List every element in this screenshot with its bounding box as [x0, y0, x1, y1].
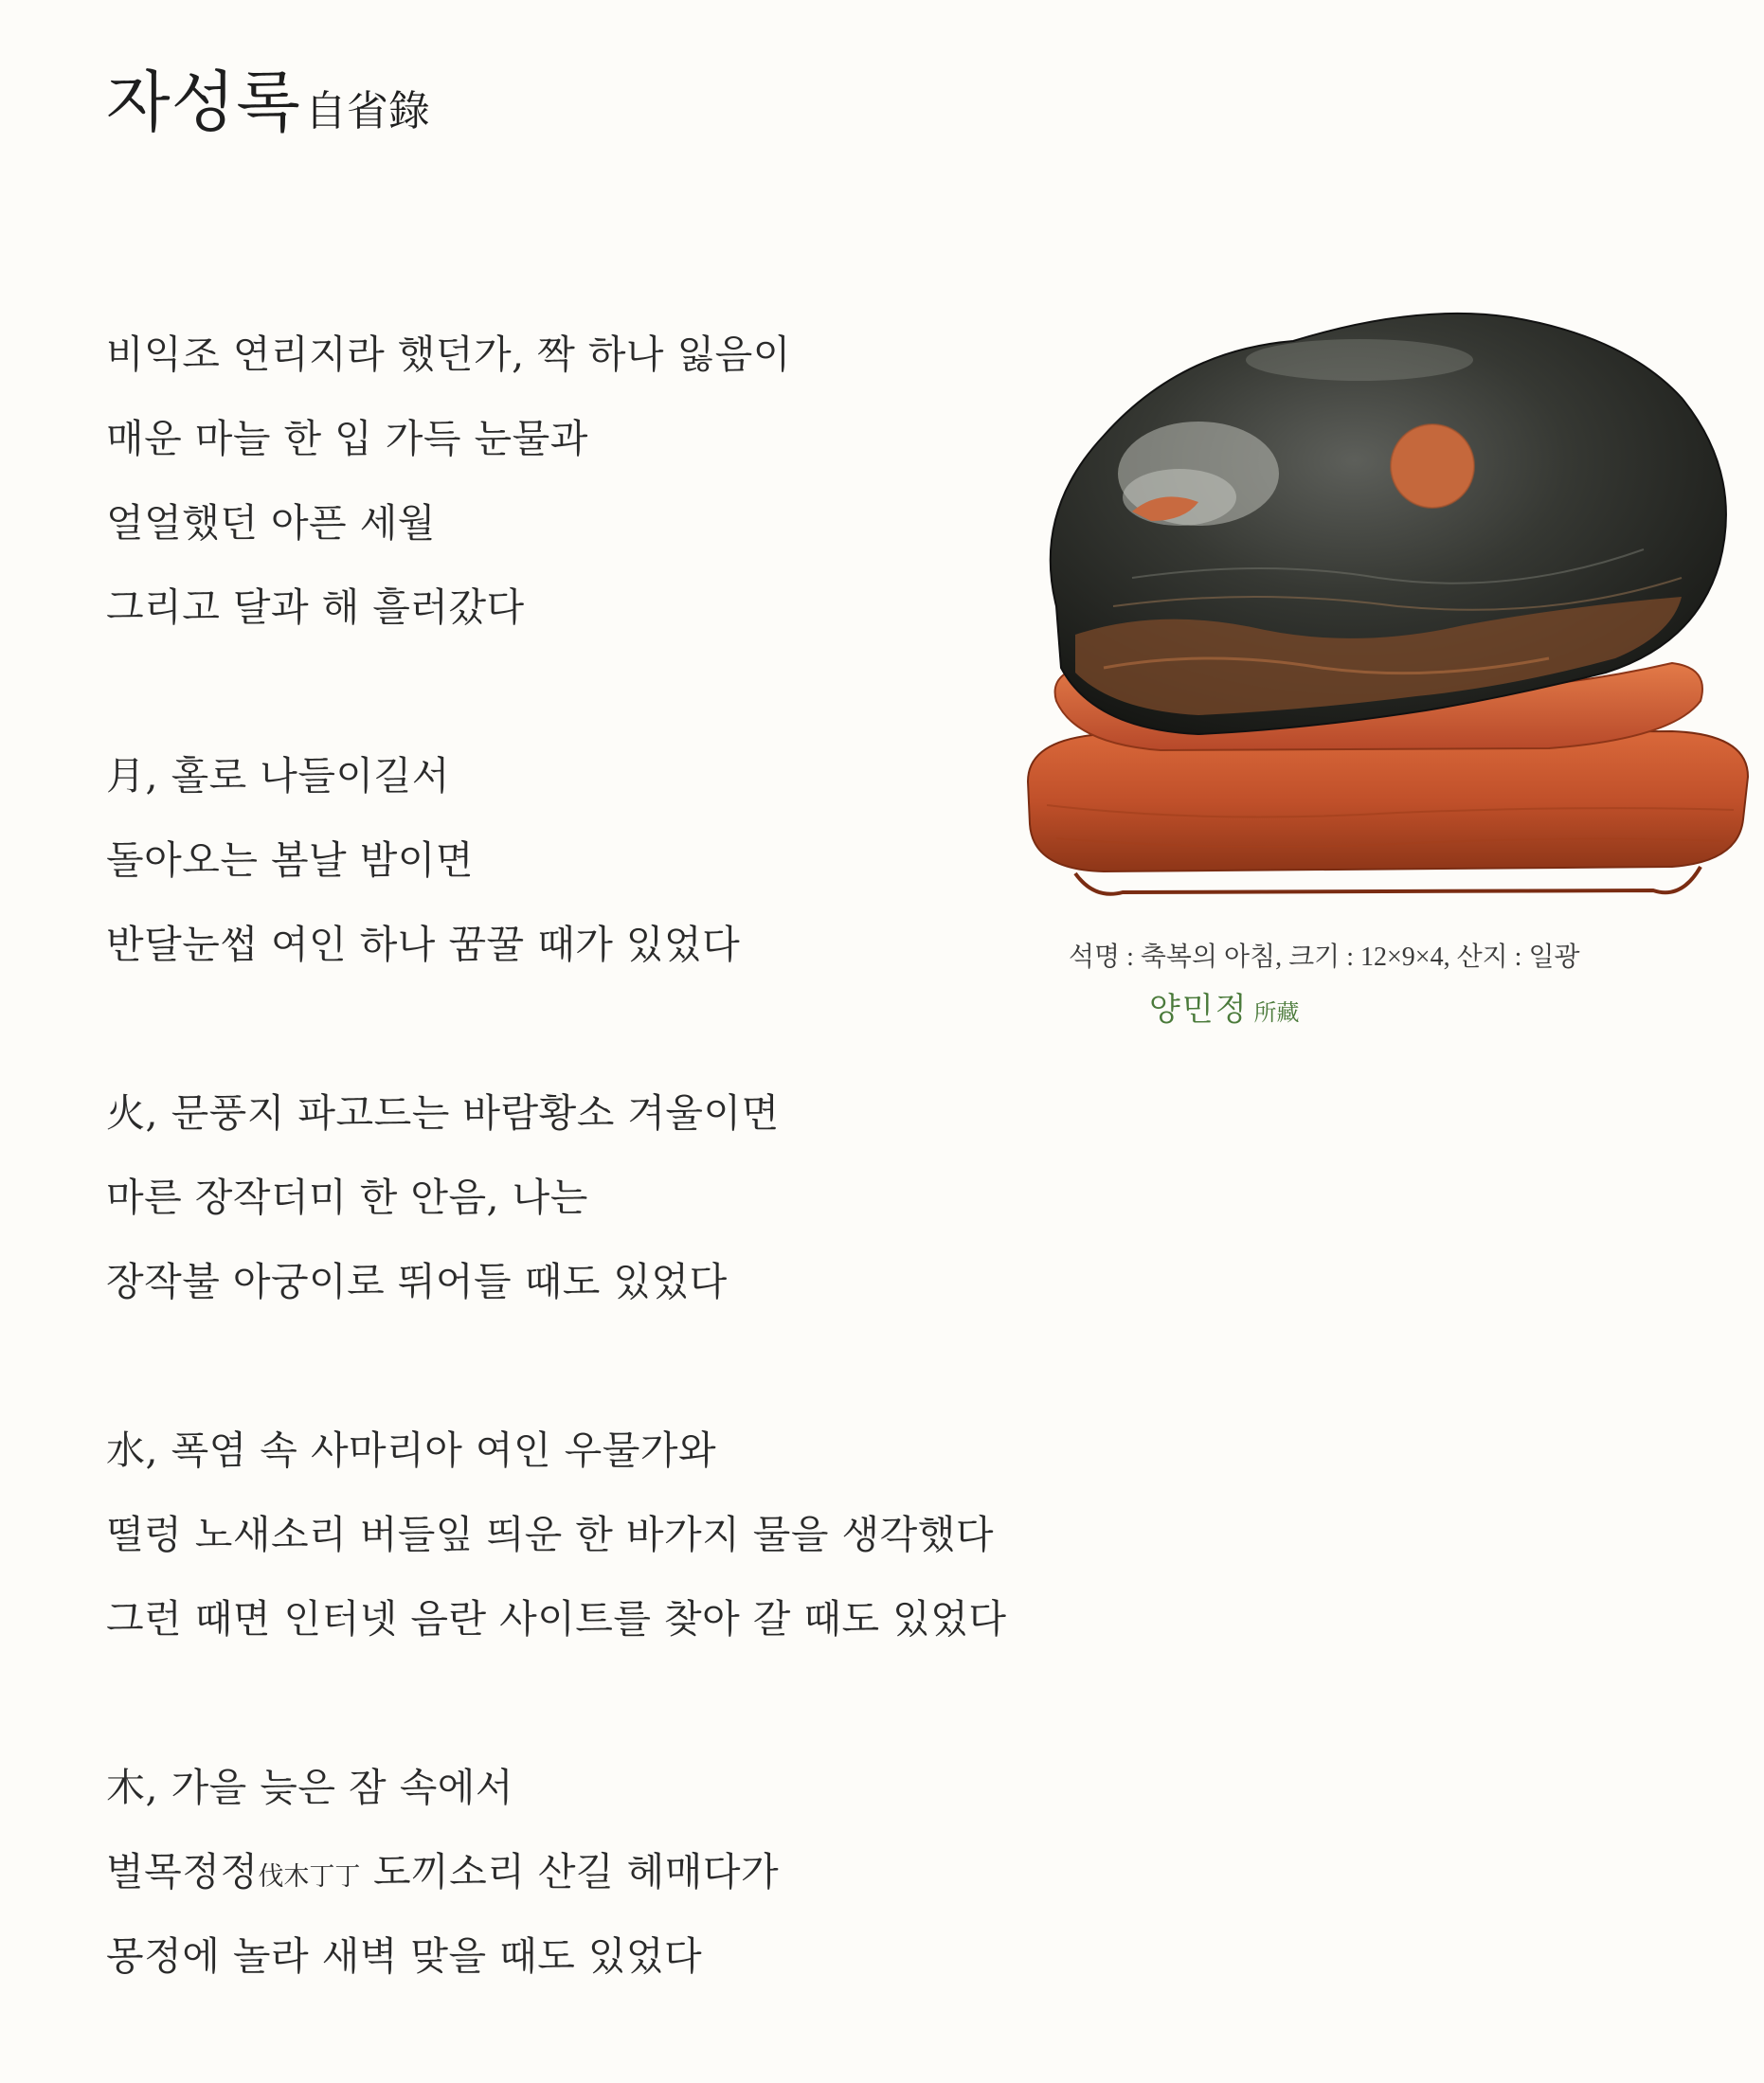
stanza-2: [106, 734, 1016, 987]
owner-name: 양민정: [1149, 991, 1249, 1029]
poem-body: [106, 313, 1016, 2083]
owner-credit: [1149, 983, 1300, 1030]
page-title: [106, 49, 430, 145]
poem-line: 그리고 달과 해 흘러갔다: [106, 584, 525, 630]
stanza-3: [106, 1071, 1016, 1324]
poem-line-hanja: 伐木丁丁: [258, 1862, 361, 1892]
suiseok-stone-photo: [1018, 294, 1757, 919]
poem-line: 비익조 연리지라 했던가, 짝 하나 잃음이: [106, 332, 791, 377]
poem-line: 반달눈썹 여인 하나 꿈꿀 때가 있었다: [106, 922, 741, 967]
poem-line: [106, 1830, 1016, 1914]
stanza-1: [106, 313, 1016, 650]
figure-caption: 석명 : 축복의 아침, 크기 : 12×9×4, 산지 : 일광: [1069, 943, 1580, 972]
poem-line: 돌아오는 봄날 밤이면: [106, 837, 475, 883]
poem-line: 火, 문풍지 파고드는 바람황소 겨울이면: [106, 1090, 780, 1136]
poem-line: 얼얼했던 아픈 세월: [106, 500, 436, 546]
poem-line: 마른 장작더미 한 안음, 나는: [106, 1175, 588, 1220]
poem-line: 장작불 아궁이로 뛰어들 때도 있었다: [106, 1259, 728, 1304]
poem-line-part: 도끼소리 산길 헤매다가: [360, 1849, 780, 1894]
poem-line: 水, 폭염 속 사마리아 여인 우물가와: [106, 1428, 717, 1473]
title-hanja: 自省錄: [304, 87, 430, 135]
poem-line: 月, 홀로 나들이길서: [106, 753, 450, 799]
stanza-5: [106, 1746, 1016, 1999]
poem-line: 木, 가을 늦은 잠 속에서: [106, 1765, 514, 1810]
poem-line: 그런 때면 인터넷 음란 사이트를 찾아 갈 때도 있었다: [106, 1596, 1007, 1642]
owner-suffix: 所藏: [1253, 999, 1300, 1026]
title-korean: 자성록: [106, 63, 301, 141]
poem-line-part: 벌목정정: [106, 1849, 259, 1894]
poem-line: 매운 마늘 한 입 가득 눈물과: [106, 416, 588, 461]
poem-line: 떨렁 노새소리 버들잎 띄운 한 바가지 물을 생각했다: [106, 1512, 994, 1557]
stanza-4: [106, 1409, 1016, 1661]
poem-line: 몽정에 놀라 새벽 맞을 때도 있었다: [106, 1933, 703, 1979]
stone-illustration: [1018, 294, 1757, 919]
